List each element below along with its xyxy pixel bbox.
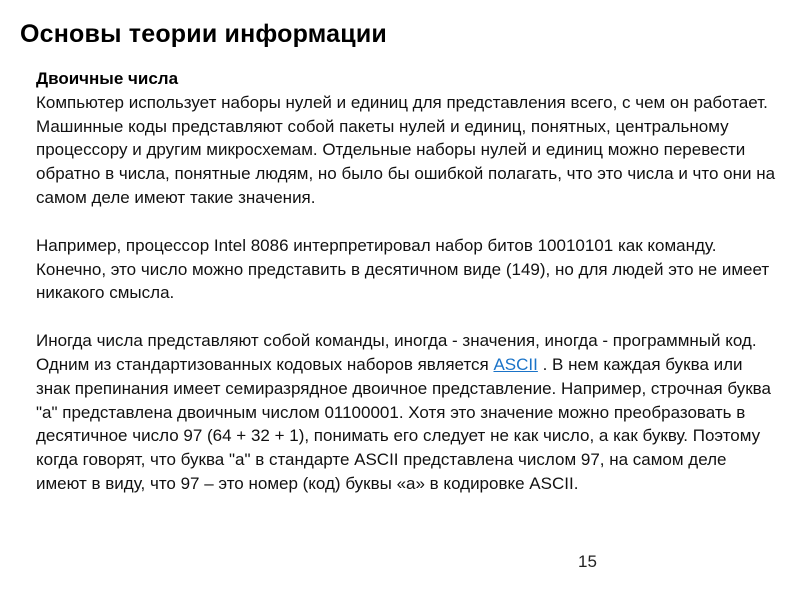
page-number: 15	[578, 552, 597, 571]
slide-title: Основы теории информации	[20, 20, 387, 48]
paragraph-intel-example: Например, процессор Intel 8086 интерпретировал набор битов 10010101 как команду. Конечно, это число можно представить в десятичном виде (149), но для людей это не имеет никакого смысла.	[36, 235, 770, 303]
paragraph-ascii-lead: Иногда числа представляют собой команды, иногда - значения, иногда - программный код. Одним из стандартизованных кодовых наборов является	[36, 331, 757, 374]
paragraph-binary-intro: Компьютер использует наборы нулей и единиц для представления всего, с чем он работает. Машинные коды представляют собой пакеты нулей и единиц, понятных, центральному процессору и другим микросхемам. Отдельные наборы нулей и единиц можно перевести обратно в числа, понятные людям, но было бы ошибкой полагать, что это числа и что они на самом деле имеют такие значения.	[36, 92, 776, 207]
section-heading: Двоичные числа	[36, 69, 179, 88]
ascii-link[interactable]: ASCII	[493, 354, 538, 374]
paragraph-ascii	[36, 329, 781, 496]
slide-body	[36, 67, 781, 496]
paragraph-spacer	[36, 305, 781, 329]
paragraph-ascii-rest: . В нем каждая буква или знак препинания имеет семиразрядное двоичное представление. Например, строчная буква "a" представлена двоичным числом 01100001. Хотя это значение можно преобразовать в десятичное число 97 (64 + 32 + 1), понимать его следует не как число, а как букву. Поэтому когда говорят, что буква "a" в стандарте ASCII представлена числом 97, на самом деле имеют в виду, что 97 – это номер (код) буквы «а» в кодировке ASCII.	[36, 354, 771, 493]
paragraph-spacer	[36, 210, 781, 234]
